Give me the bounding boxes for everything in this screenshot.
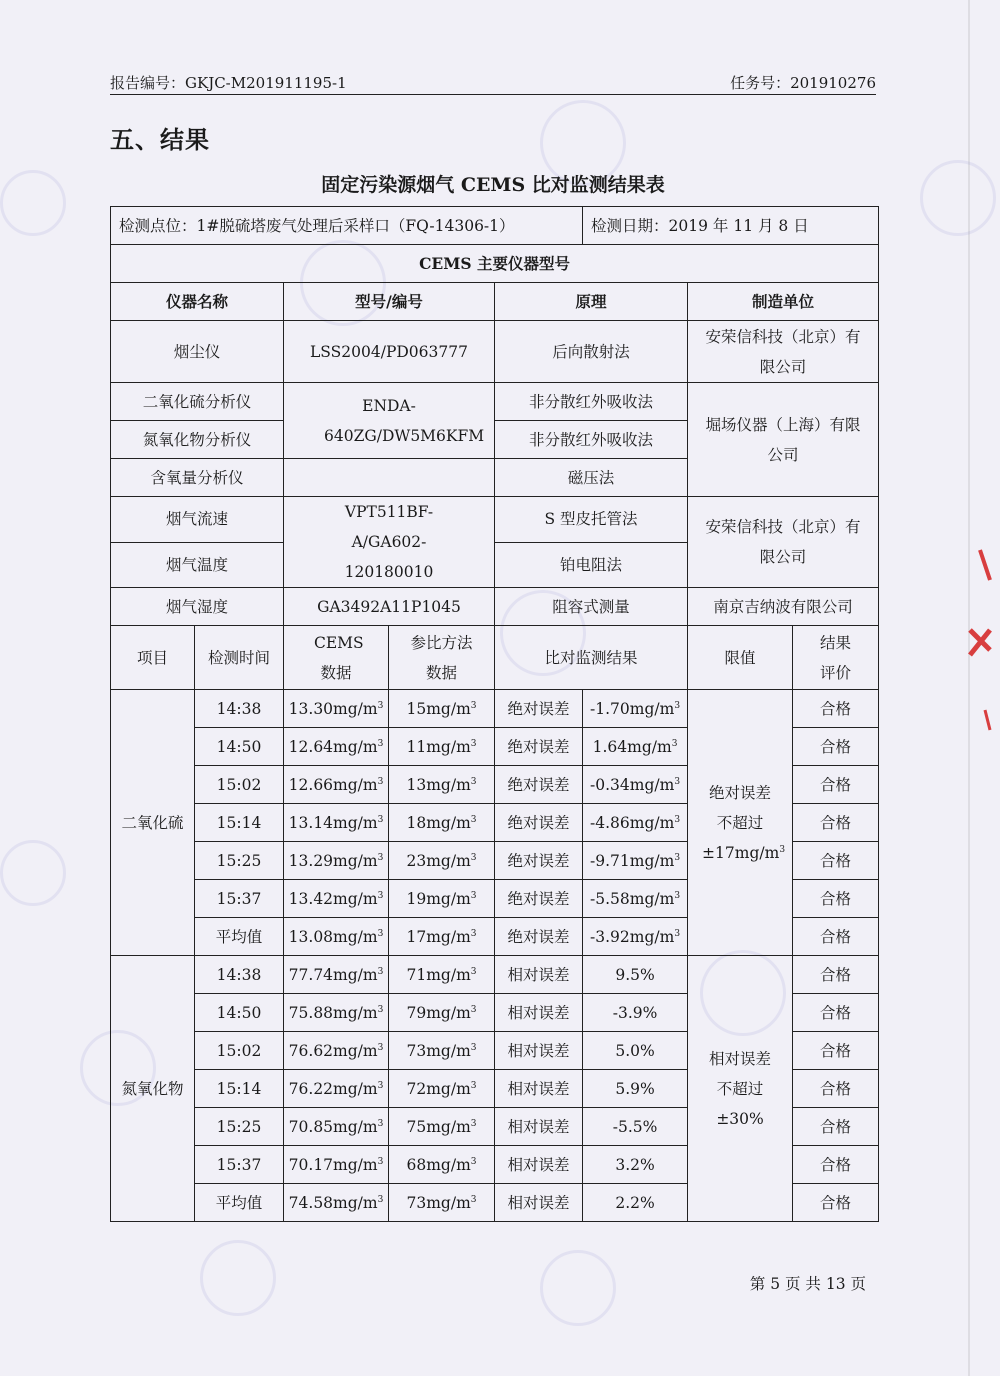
row-cems: $76.62mg/m^3$ [284, 1032, 389, 1070]
instrument-maker: 南京吉纳波有限公司 [688, 588, 879, 626]
instrument-name: 烟气湿度 [111, 588, 284, 626]
result-header-limit: 限值 [688, 626, 793, 690]
row-ref: $15mg/m^3$ [389, 690, 495, 728]
row-ref: $72mg/m^3$ [389, 1070, 495, 1108]
row-eval: 合格 [793, 1108, 879, 1146]
row-eval: 合格 [793, 728, 879, 766]
ucas-watermark [0, 840, 66, 906]
row-cems: $75.88mg/m^3$ [284, 994, 389, 1032]
row-cems: $13.30mg/m^3$ [284, 690, 389, 728]
row-time: 15:25 [195, 1108, 284, 1146]
row-error-value: 9.5% [583, 956, 688, 994]
pollutant-label: 氮氧化物 [111, 956, 195, 1222]
row-time: 15:02 [195, 766, 284, 804]
row-error-type: 相对误差 [495, 1108, 583, 1146]
row-error-type: 相对误差 [495, 956, 583, 994]
row-error-value: $-1.70mg/m^3$ [583, 690, 688, 728]
row-cems: $12.64mg/m^3$ [284, 728, 389, 766]
instrument-principle: 铂电阻法 [495, 542, 688, 588]
instrument-principle: 阻容式测量 [495, 588, 688, 626]
row-time: 15:37 [195, 1146, 284, 1184]
instrument-principle: 后向散射法 [495, 321, 688, 383]
row-error-value: $-4.86mg/m^3$ [583, 804, 688, 842]
ucas-watermark [920, 160, 996, 236]
row-time: 14:38 [195, 690, 284, 728]
instrument-model: LSS2004/PD063777 [284, 321, 495, 383]
col-header: 制造单位 [688, 283, 879, 321]
row-error-value: 2.2% [583, 1184, 688, 1222]
row-error-type: 绝对误差 [495, 842, 583, 880]
instrument-maker: 安荣信科技（北京）有限公司 [688, 321, 879, 383]
row-ref: $68mg/m^3$ [389, 1146, 495, 1184]
page-footer: 第 5 页 共 13 页 [749, 1275, 866, 1293]
instrument-principle: 非分散红外吸收法 [495, 421, 688, 459]
row-error-value: $-0.34mg/m^3$ [583, 766, 688, 804]
row-eval: 合格 [793, 1070, 879, 1108]
instrument-model: VPT511BF-A/GA602-120180010 [284, 497, 495, 588]
table-row [111, 690, 879, 728]
row-eval: 合格 [793, 994, 879, 1032]
nox-results [111, 956, 879, 1222]
row-eval: 合格 [793, 918, 879, 956]
result-header-eval: 结果评价 [793, 626, 879, 690]
pollutant-label: 二氧化硫 [111, 690, 195, 956]
instrument-model: ENDA-640ZG/DW5M6KFM [284, 383, 495, 459]
row-ref: $23mg/m^3$ [389, 842, 495, 880]
row-eval: 合格 [793, 842, 879, 880]
row-error-type: 相对误差 [495, 1070, 583, 1108]
row-error-type: 绝对误差 [495, 804, 583, 842]
row-time: 15:25 [195, 842, 284, 880]
table-title: 固定污染源烟气 CEMS 比对监测结果表 [321, 174, 665, 196]
row-error-value: -5.5% [583, 1108, 688, 1146]
col-header: 原理 [495, 283, 688, 321]
row-error-type: 绝对误差 [495, 918, 583, 956]
row-cems: $12.66mg/m^3$ [284, 766, 389, 804]
instrument-principle: 非分散红外吸收法 [495, 383, 688, 421]
instrument-name: 氮氧化物分析仪 [111, 421, 284, 459]
result-header-time: 检测时间 [195, 626, 284, 690]
row-error-value: 5.0% [583, 1032, 688, 1070]
row-ref: $79mg/m^3$ [389, 994, 495, 1032]
section-title: 五、结果 [110, 125, 210, 154]
row-time: 14:50 [195, 994, 284, 1032]
row-time: 15:14 [195, 1070, 284, 1108]
instrument-name: 含氧量分析仪 [111, 459, 284, 497]
task-number: 任务号：201910276 [730, 74, 876, 92]
ucas-watermark [540, 1250, 616, 1326]
instrument-maker: 堀场仪器（上海）有限公司 [688, 383, 879, 497]
instrument-name: 烟气流速 [111, 497, 284, 543]
row-time: 15:02 [195, 1032, 284, 1070]
row-cems: $13.08mg/m^3$ [284, 918, 389, 956]
instrument-name: 烟尘仪 [111, 321, 284, 383]
instrument-maker: 安荣信科技（北京）有限公司 [688, 497, 879, 588]
row-cems: $74.58mg/m^3$ [284, 1184, 389, 1222]
row-error-value: $-3.92mg/m^3$ [583, 918, 688, 956]
row-eval: 合格 [793, 766, 879, 804]
row-ref: $11mg/m^3$ [389, 728, 495, 766]
row-eval: 合格 [793, 956, 879, 994]
instrument-model: GA3492A11P1045 [284, 588, 495, 626]
page-header [110, 72, 876, 95]
row-cems: $13.29mg/m^3$ [284, 842, 389, 880]
row-eval: 合格 [793, 1184, 879, 1222]
row-error-type: 绝对误差 [495, 690, 583, 728]
stamp-fragment-graphic [960, 540, 1000, 740]
red-stamp-edge [960, 540, 1000, 740]
row-ref: $73mg/m^3$ [389, 1184, 495, 1222]
row-cems: $13.42mg/m^3$ [284, 880, 389, 918]
result-header-result: 比对监测结果 [495, 626, 688, 690]
row-eval: 合格 [793, 690, 879, 728]
ucas-watermark [0, 170, 66, 236]
table-row [111, 956, 879, 994]
instrument-principle: 磁压法 [495, 459, 688, 497]
row-ref: $75mg/m^3$ [389, 1108, 495, 1146]
result-header-cems: CEMS数据 [284, 626, 389, 690]
col-header: 型号/编号 [284, 283, 495, 321]
row-time: 15:14 [195, 804, 284, 842]
limit-cell: 绝对误差不超过$\pm 17mg/m^3$ [688, 690, 793, 956]
result-header-item: 项目 [111, 626, 195, 690]
report-number: 报告编号：GKJC-M201911195-1 [110, 74, 347, 92]
row-error-value: $1.64mg/m^3$ [583, 728, 688, 766]
row-eval: 合格 [793, 1146, 879, 1184]
row-error-type: 相对误差 [495, 994, 583, 1032]
row-ref: $73mg/m^3$ [389, 1032, 495, 1070]
row-ref: $13mg/m^3$ [389, 766, 495, 804]
row-error-value: $-5.58mg/m^3$ [583, 880, 688, 918]
row-error-value: -3.9% [583, 994, 688, 1032]
row-ref: $18mg/m^3$ [389, 804, 495, 842]
instrument-model [284, 459, 495, 497]
date-cell: 检测日期：2019 年 11 月 8 日 [583, 207, 879, 245]
instrument-section-title: CEMS 主要仪器型号 [111, 245, 879, 283]
results-table [110, 206, 879, 1222]
row-error-type: 相对误差 [495, 1032, 583, 1070]
row-time: 14:50 [195, 728, 284, 766]
row-error-type: 相对误差 [495, 1146, 583, 1184]
ucas-watermark [200, 1240, 276, 1316]
row-cems: $70.85mg/m^3$ [284, 1108, 389, 1146]
instrument-name: 二氧化硫分析仪 [111, 383, 284, 421]
result-header-ref: 参比方法数据 [389, 626, 495, 690]
instrument-name: 烟气温度 [111, 542, 284, 588]
row-time: 14:38 [195, 956, 284, 994]
row-error-value: $-9.71mg/m^3$ [583, 842, 688, 880]
row-time: 平均值 [195, 918, 284, 956]
row-eval: 合格 [793, 880, 879, 918]
row-cems: $76.22mg/m^3$ [284, 1070, 389, 1108]
row-cems: $77.74mg/m^3$ [284, 956, 389, 994]
row-eval: 合格 [793, 804, 879, 842]
row-cems: $70.17mg/m^3$ [284, 1146, 389, 1184]
row-ref: $71mg/m^3$ [389, 956, 495, 994]
row-ref: $17mg/m^3$ [389, 918, 495, 956]
instrument-principle: S 型皮托管法 [495, 497, 688, 543]
row-time: 平均值 [195, 1184, 284, 1222]
row-time: 15:37 [195, 880, 284, 918]
location-cell: 检测点位：1#脱硫塔废气处理后采样口（FQ-14306-1） [111, 207, 583, 245]
row-error-type: 绝对误差 [495, 766, 583, 804]
row-error-type: 相对误差 [495, 1184, 583, 1222]
so2-results [111, 690, 879, 956]
row-ref: $19mg/m^3$ [389, 880, 495, 918]
limit-cell: 相对误差不超过±30% [688, 956, 793, 1222]
col-header: 仪器名称 [111, 283, 284, 321]
row-cems: $13.14mg/m^3$ [284, 804, 389, 842]
row-error-value: 5.9% [583, 1070, 688, 1108]
row-error-type: 绝对误差 [495, 880, 583, 918]
row-error-value: 3.2% [583, 1146, 688, 1184]
row-error-type: 绝对误差 [495, 728, 583, 766]
row-eval: 合格 [793, 1032, 879, 1070]
